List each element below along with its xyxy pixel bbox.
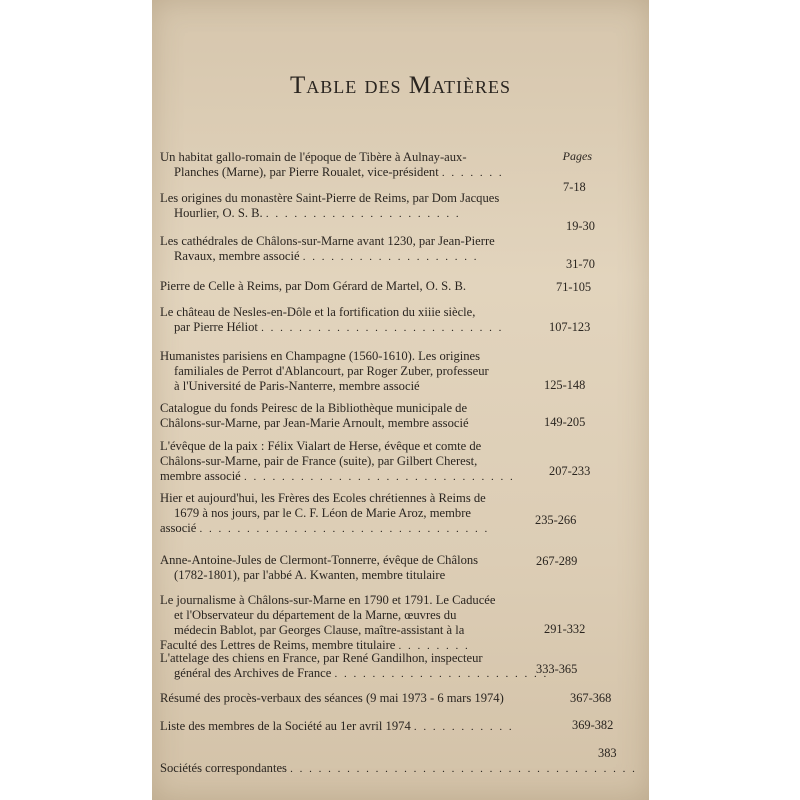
toc-entry-line: 1679 à nos jours, par le C. F. Léon de Marie Aroz, membre <box>174 506 471 520</box>
toc-entry-line: Humanistes parisiens en Champagne (1560-1610). Les origines <box>160 349 481 363</box>
toc-entry-text: par Pierre Héliot <box>174 320 258 334</box>
toc-entry-line <box>160 469 576 485</box>
toc-entry-line <box>160 320 576 336</box>
toc-entry-line: Les cathédrales de Châlons-sur-Marne avant 1230, par Jean-Pierre <box>160 234 495 248</box>
toc-page-number: 71-105 <box>556 280 592 294</box>
toc-entry-line: Le château de Nesles-en-Dôle et la fortification du xiiie siècle, <box>160 305 476 319</box>
toc-entry-text: Hourlier, O. S. B. <box>174 206 263 220</box>
toc-entry <box>160 491 576 537</box>
toc-entry-line: Résumé des procès-verbaux des séances (9 mai 1973 - 6 mars 1974) <box>160 691 504 705</box>
toc-entry-text: associé <box>160 521 197 535</box>
leader-dots: . . . . . . . . . . . . . . . . . . . . . . . . . . . . . . . . . . . . . <box>290 763 637 775</box>
toc-entry-line: L'attelage des chiens en France, par René Gandilhon, inspecteur <box>160 651 483 665</box>
toc-entry <box>160 553 576 583</box>
toc-entry-line: Châlons-sur-Marne, pair de France (suite), par Gilbert Cherest, <box>160 454 478 468</box>
toc-entry-line: Anne-Antoine-Jules de Clermont-Tonnerre, évêque de Châlons <box>160 553 479 567</box>
toc-entry-line <box>160 206 576 222</box>
toc-entry-line: L'évêque de la paix : Félix Vialart de Herse, évêque et comte de <box>160 439 482 453</box>
toc-entry-line: Châlons-sur-Marne, par Jean-Marie Arnoult, membre associé <box>160 416 469 430</box>
toc-entry-line: (1782-1801), par l'abbé A. Kwanten, membre titulaire <box>174 568 446 582</box>
toc-entry-text: Faculté des Lettres de Reims, membre titulaire <box>160 638 396 652</box>
toc-entry <box>160 439 576 485</box>
toc-entry-text: membre associé <box>160 469 241 483</box>
toc-entry <box>160 279 576 294</box>
leader-dots: . . . . . . . . . . . . . . . . . . . . . . . . . . . . . . . <box>199 523 490 535</box>
toc-page-number: 149-205 <box>544 415 586 429</box>
toc-page-number: 31-70 <box>566 257 595 271</box>
toc-page-number: 19-30 <box>566 219 595 233</box>
toc-entry-line <box>160 521 576 537</box>
toc-page-number: 107-123 <box>549 320 591 334</box>
toc-entry-line: à l'Université de Paris-Nanterre, membre associé <box>174 379 420 393</box>
toc-entry <box>160 234 576 265</box>
toc-entry <box>160 691 576 706</box>
toc-entry-line <box>160 719 576 735</box>
toc-entry <box>160 761 637 777</box>
toc-entry-line <box>160 666 576 682</box>
toc-entry <box>160 305 576 336</box>
toc-entry <box>160 191 576 222</box>
toc-page-number: 383 <box>598 746 617 760</box>
toc-entry-line: Le journalisme à Châlons-sur-Marne en 1790 et 1791. Le Caducée <box>160 593 496 607</box>
toc-entry <box>160 401 576 431</box>
toc-entry-line: Un habitat gallo-romain de l'époque de Tibère à Aulnay-aux- <box>160 150 467 164</box>
leader-dots: . . . . . . . . . . . . . . . . . . . <box>302 251 479 263</box>
pages-column-label: Pages <box>562 149 592 163</box>
leader-dots: . . . . . . . . <box>398 640 470 652</box>
book-page <box>152 0 649 800</box>
toc-entry-line <box>160 165 576 181</box>
toc-entry-text: Planches (Marne), par Pierre Roualet, vice-président <box>174 165 439 179</box>
toc-entry-text: général des Archives de France <box>174 666 332 680</box>
leader-dots: . . . . . . . . . . . . . . . . . . . . . . . . . . . . . <box>243 471 515 483</box>
toc-entry-text: Sociétés correspondantes <box>160 761 287 775</box>
toc-entry-line: Les origines du monastère Saint-Pierre de Reims, par Dom Jacques <box>160 191 500 205</box>
leader-dots: . . . . . . . . . . . . . . . . . . . . . . . . . . <box>261 322 504 334</box>
toc-page-number: 267-289 <box>536 554 578 568</box>
toc-entry-line: Pierre de Celle à Reims, par Dom Gérard de Martel, O. S. B. <box>160 279 467 293</box>
toc-entry-line: médecin Bablot, par Georges Clause, maître-assistant à la <box>174 623 465 637</box>
toc-page-number: 235-266 <box>535 513 577 527</box>
page-title: Table des Matières <box>290 72 511 99</box>
toc-entry <box>160 150 576 181</box>
toc-entry-text: Liste des membres de la Société au 1er avril 1974 <box>160 719 411 733</box>
toc-page-number: 369-382 <box>572 718 614 732</box>
toc-entry <box>160 593 576 654</box>
toc-page-number: 125-148 <box>544 378 586 392</box>
toc-entry-line <box>160 249 576 265</box>
toc-page-number: 333-365 <box>536 662 578 676</box>
toc-page-number: 7-18 <box>563 180 586 194</box>
toc-page-number: 367-368 <box>570 691 612 705</box>
toc-page-number: 207-233 <box>549 464 591 478</box>
leader-dots: . . . . . . . <box>441 167 504 179</box>
toc-entry-line: Hier et aujourd'hui, les Frères des Ecoles chrétiennes à Reims de <box>160 491 486 505</box>
leader-dots: . . . . . . . . . . . . . . . . . . . . . . . <box>334 668 549 680</box>
toc-entry-line <box>160 761 637 777</box>
leader-dots: . . . . . . . . . . . <box>413 721 514 733</box>
toc-entry <box>160 349 576 394</box>
toc-page-number: 291-332 <box>544 622 586 636</box>
toc-entry <box>160 651 576 682</box>
toc-entry-text: Ravaux, membre associé <box>174 249 300 263</box>
leader-dots: . . . . . . . . . . . . . . . . . . . . . <box>265 208 461 220</box>
toc-entry <box>160 719 576 735</box>
toc-entry-line: Catalogue du fonds Peiresc de la Bibliothèque municipale de <box>160 401 468 415</box>
toc-entry-line: et l'Observateur du département de la Marne, œuvres du <box>174 608 457 622</box>
toc-entry-line: familiales de Perrot d'Ablancourt, par Roger Zuber, professeur <box>174 364 489 378</box>
